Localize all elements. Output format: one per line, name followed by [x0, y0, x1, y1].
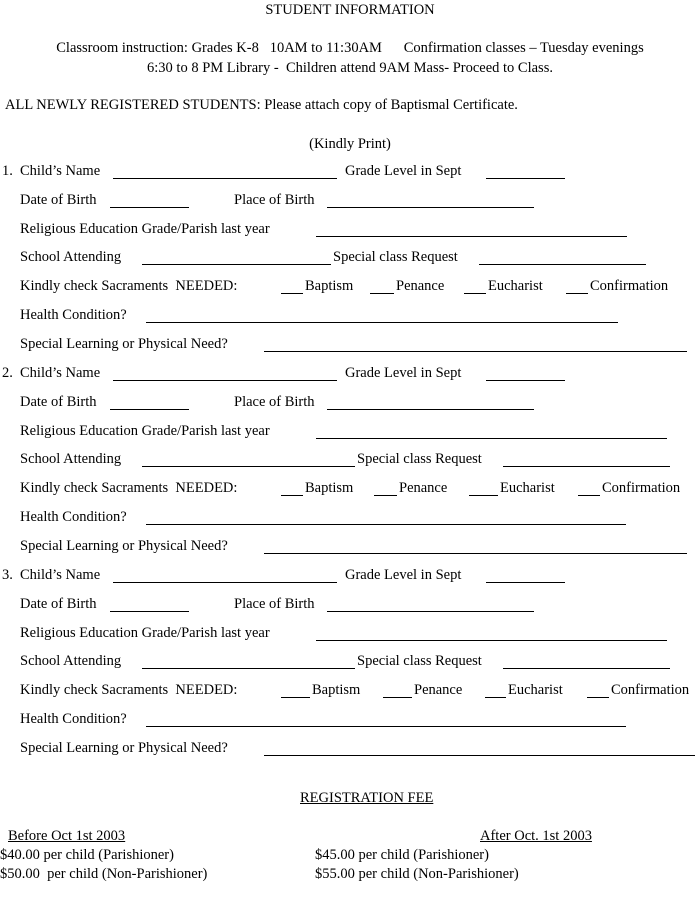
sacraments-prompt: Kindly check Sacraments NEEDED: [20, 480, 238, 496]
religious-education-field[interactable] [316, 438, 667, 439]
religious-education-label: Religious Education Grade/Parish last year [20, 423, 270, 439]
place-of-birth-label: Place of Birth [234, 394, 315, 410]
penance-checkbox-line[interactable] [370, 293, 394, 294]
eucharist-label: Eucharist [500, 480, 555, 496]
religious-education-field[interactable] [316, 640, 667, 641]
special-class-request-label: Special class Request [357, 451, 482, 467]
special-need-label: Special Learning or Physical Need? [20, 538, 228, 554]
baptism-checkbox-line[interactable] [281, 293, 303, 294]
fee-after-parishioner: $45.00 per child (Parishioner) [315, 847, 489, 863]
baptism-label: Baptism [305, 278, 354, 294]
childs-name-label: Child’s Name [20, 163, 101, 179]
eucharist-label: Eucharist [488, 278, 543, 294]
health-condition-label: Health Condition? [20, 509, 127, 525]
special-class-request-field[interactable] [479, 264, 646, 265]
sacraments-prompt: Kindly check Sacraments NEEDED: [20, 682, 238, 698]
confirmation-label: Confirmation [602, 480, 681, 496]
health-condition-field[interactable] [146, 322, 618, 323]
childs-name-label: Child’s Name [20, 365, 101, 381]
place-of-birth-label: Place of Birth [234, 596, 315, 612]
classroom-instruction-line: Classroom instruction: Grades K-8 10AM to 11:30AM Confirmation classes – Tuesday evenings [56, 40, 644, 56]
school-attending-label: School Attending [20, 451, 122, 467]
before-date-heading: Before Oct 1st 2003 [8, 828, 126, 844]
grade-level-field[interactable] [486, 380, 565, 381]
place-of-birth-field[interactable] [327, 207, 534, 208]
special-need-label: Special Learning or Physical Need? [20, 740, 228, 756]
after-date-heading: After Oct. 1st 2003 [480, 828, 592, 844]
special-class-request-field[interactable] [503, 668, 670, 669]
baptism-label: Baptism [312, 682, 361, 698]
health-condition-field[interactable] [146, 524, 626, 525]
confirmation-checkbox-line[interactable] [587, 697, 609, 698]
penance-checkbox-line[interactable] [383, 697, 412, 698]
baptism-label: Baptism [305, 480, 354, 496]
date-of-birth-label: Date of Birth [20, 192, 97, 208]
religious-education-label: Religious Education Grade/Parish last year [20, 625, 270, 641]
grade-level-label: Grade Level in Sept [345, 365, 462, 381]
childs-name-field[interactable] [113, 582, 337, 583]
special-class-request-field[interactable] [503, 466, 670, 467]
place-of-birth-field[interactable] [327, 409, 534, 410]
schedule-line: 6:30 to 8 PM Library - Children attend 9AM Mass- Proceed to Class. [147, 60, 553, 76]
eucharist-checkbox-line[interactable] [469, 495, 498, 496]
school-attending-field[interactable] [142, 668, 355, 669]
form-title: STUDENT INFORMATION [265, 2, 435, 18]
baptism-checkbox-line[interactable] [281, 495, 303, 496]
fee-before-non-parishioner: $50.00 per child (Non-Parishioner) [0, 866, 208, 882]
student-number: 1. [2, 163, 13, 179]
grade-level-label: Grade Level in Sept [345, 163, 462, 179]
health-condition-label: Health Condition? [20, 307, 127, 323]
student-number: 3. [2, 567, 13, 583]
religious-education-label: Religious Education Grade/Parish last year [20, 221, 270, 237]
confirmation-checkbox-line[interactable] [566, 293, 588, 294]
eucharist-label: Eucharist [508, 682, 563, 698]
special-class-request-label: Special class Request [357, 653, 482, 669]
special-need-field[interactable] [264, 553, 687, 554]
grade-level-field[interactable] [486, 178, 565, 179]
childs-name-field[interactable] [113, 380, 337, 381]
place-of-birth-field[interactable] [327, 611, 534, 612]
penance-label: Penance [399, 480, 448, 496]
penance-label: Penance [396, 278, 445, 294]
special-need-field[interactable] [264, 755, 695, 756]
grade-level-field[interactable] [486, 582, 565, 583]
grade-level-label: Grade Level in Sept [345, 567, 462, 583]
school-attending-label: School Attending [20, 653, 122, 669]
confirmation-label: Confirmation [590, 278, 669, 294]
eucharist-checkbox-line[interactable] [485, 697, 506, 698]
date-of-birth-field[interactable] [110, 207, 189, 208]
penance-checkbox-line[interactable] [374, 495, 397, 496]
registration-fee-title: REGISTRATION FEE [300, 790, 434, 806]
baptismal-certificate-notice: ALL NEWLY REGISTERED STUDENTS: Please attach copy of Baptismal Certificate. [5, 97, 518, 113]
school-attending-field[interactable] [142, 264, 331, 265]
health-condition-field[interactable] [146, 726, 626, 727]
school-attending-label: School Attending [20, 249, 122, 265]
childs-name-field[interactable] [113, 178, 337, 179]
eucharist-checkbox-line[interactable] [464, 293, 486, 294]
health-condition-label: Health Condition? [20, 711, 127, 727]
religious-education-field[interactable] [316, 236, 627, 237]
penance-label: Penance [414, 682, 463, 698]
childs-name-label: Child’s Name [20, 567, 101, 583]
school-attending-field[interactable] [142, 466, 355, 467]
baptism-checkbox-line[interactable] [281, 697, 310, 698]
date-of-birth-field[interactable] [110, 409, 189, 410]
special-need-field[interactable] [264, 351, 687, 352]
special-need-label: Special Learning or Physical Need? [20, 336, 228, 352]
special-class-request-label: Special class Request [333, 249, 458, 265]
date-of-birth-label: Date of Birth [20, 596, 97, 612]
date-of-birth-field[interactable] [110, 611, 189, 612]
sacraments-prompt: Kindly check Sacraments NEEDED: [20, 278, 238, 294]
place-of-birth-label: Place of Birth [234, 192, 315, 208]
fee-before-parishioner: $40.00 per child (Parishioner) [0, 847, 174, 863]
fee-after-non-parishioner: $55.00 per child (Non-Parishioner) [315, 866, 519, 882]
date-of-birth-label: Date of Birth [20, 394, 97, 410]
confirmation-checkbox-line[interactable] [578, 495, 600, 496]
student-number: 2. [2, 365, 13, 381]
confirmation-label: Confirmation [611, 682, 690, 698]
kindly-print-note: (Kindly Print) [309, 136, 391, 152]
